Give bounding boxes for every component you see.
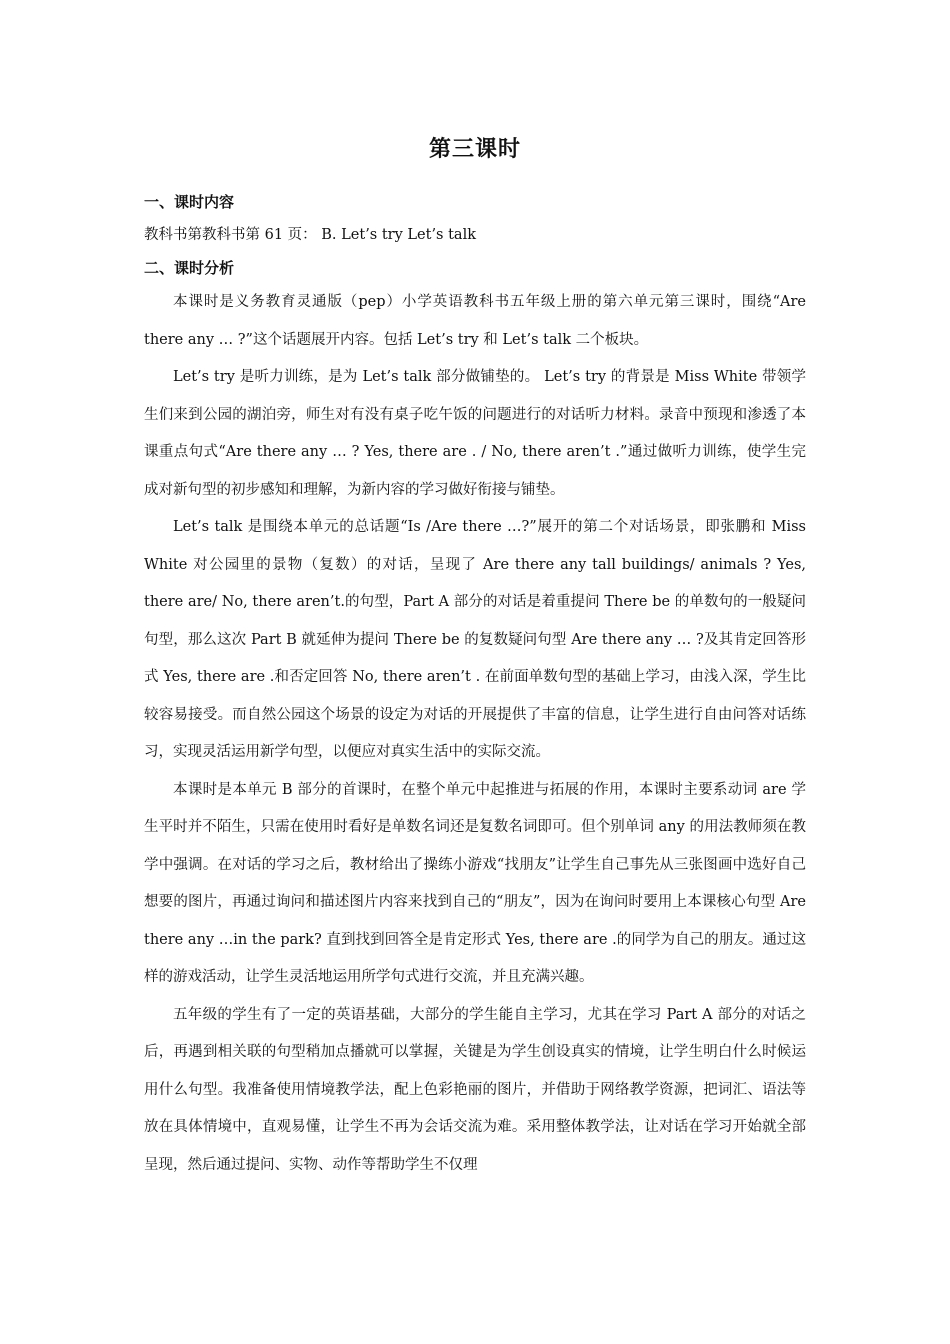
analysis-paragraph: Let’s talk 是围绕本单元的总话题“Is /Are there …?”展开的第二个对话场景，即张鹏和 Miss White 对公园里的景物（复数）的对话，呈现了 Are there any tall buildings/ animals ? Yes, there are/ No, there aren’t.的句型，Part A 部分的对话是着重提问 There be 的单数句的一般疑问句型，那么这次 Part B 就延伸为提问 There be 的复数疑问句型 Are there any … ?及其肯定回答形式 Yes, there are .和否定回答 No, there aren’t . 在前面单数句型的基础上学习，由浅入深，学生比较容易接受。而自然公园这个场景的设定为对话的开展提供了丰富的信息，让学生进行自由问答对话练习，实现灵活运用新学句型，以便应对真实生活中的实际交流。 [144, 519, 806, 760]
analysis-paragraph: 五年级的学生有了一定的英语基础，大部分的学生能自主学习，尤其在学习 Part A 部分的对话之后，再遇到相关联的句型稍加点播就可以掌握，关键是为学生创设真实的情境，让学生明白什么时候运用什么句型。我准备使用情境教学法，配上色彩艳丽的图片，并借助于网络教学资源，把词汇、语法等放在具体情境中，直观易懂，让学生不再为会话交流为难。采用整体教学法，让对话在学习开始就全部呈现，然后通过提问、实物、动作等帮助学生不仅理 [144, 1006, 806, 1173]
section-heading-lesson-content: 一、课时内容 [144, 193, 235, 211]
analysis-paragraph: 本课时是义务教育灵通版（pep）小学英语教科书五年级上册的第六单元第三课时，围绕“Are there any … ?”这个话题展开内容。包括 Let’s try 和 Let’s talk 二个板块。 [144, 294, 806, 348]
analysis-paragraph: Let’s try 是听力训练，是为 Let’s talk 部分做铺垫的。 Let’s try 的背景是 Miss White 带领学生们来到公园的湖泊旁，师生对有没有桌子吃午饭的问题进行的对话听力材料。录音中预现和渗透了本课重点句式“Are there any … ? Yes, there are . / No, there aren’t .”通过做听力训练，使学生完成对新句型的初步感知和理解，为新内容的学习做好衔接与铺垫。 [144, 369, 806, 498]
document-body [144, 132, 806, 1184]
analysis-paragraph: 本课时是本单元 B 部分的首课时，在整个单元中起推进与拓展的作用，本课时主要系动词 are 学生平时并不陌生，只需在使用时看好是单数名词还是复数名词即可。但个别单词 any 的用法教师须在教学中强调。在对话的学习之后，教材给出了操练小游戏“找朋友”让学生自己事先从三张图画中选好自己想要的图片，再通过询问和描述图片内容来找到自己的“朋友”，因为在询问时要用上本课核心句型 Are there any …in the park? 直到找到回答全是肯定形式 Yes, there are .的同学为自己的朋友。通过这样的游戏活动，让学生灵活地运用所学句式进行交流，并且充满兴趣。 [144, 781, 806, 985]
document-title: 第三课时 [428, 137, 521, 162]
lesson-content-text: 教科书第教科书第 61 页： B. Let’s try Let’s talk [144, 227, 476, 243]
section-heading-lesson-analysis: 二、课时分析 [144, 259, 235, 277]
